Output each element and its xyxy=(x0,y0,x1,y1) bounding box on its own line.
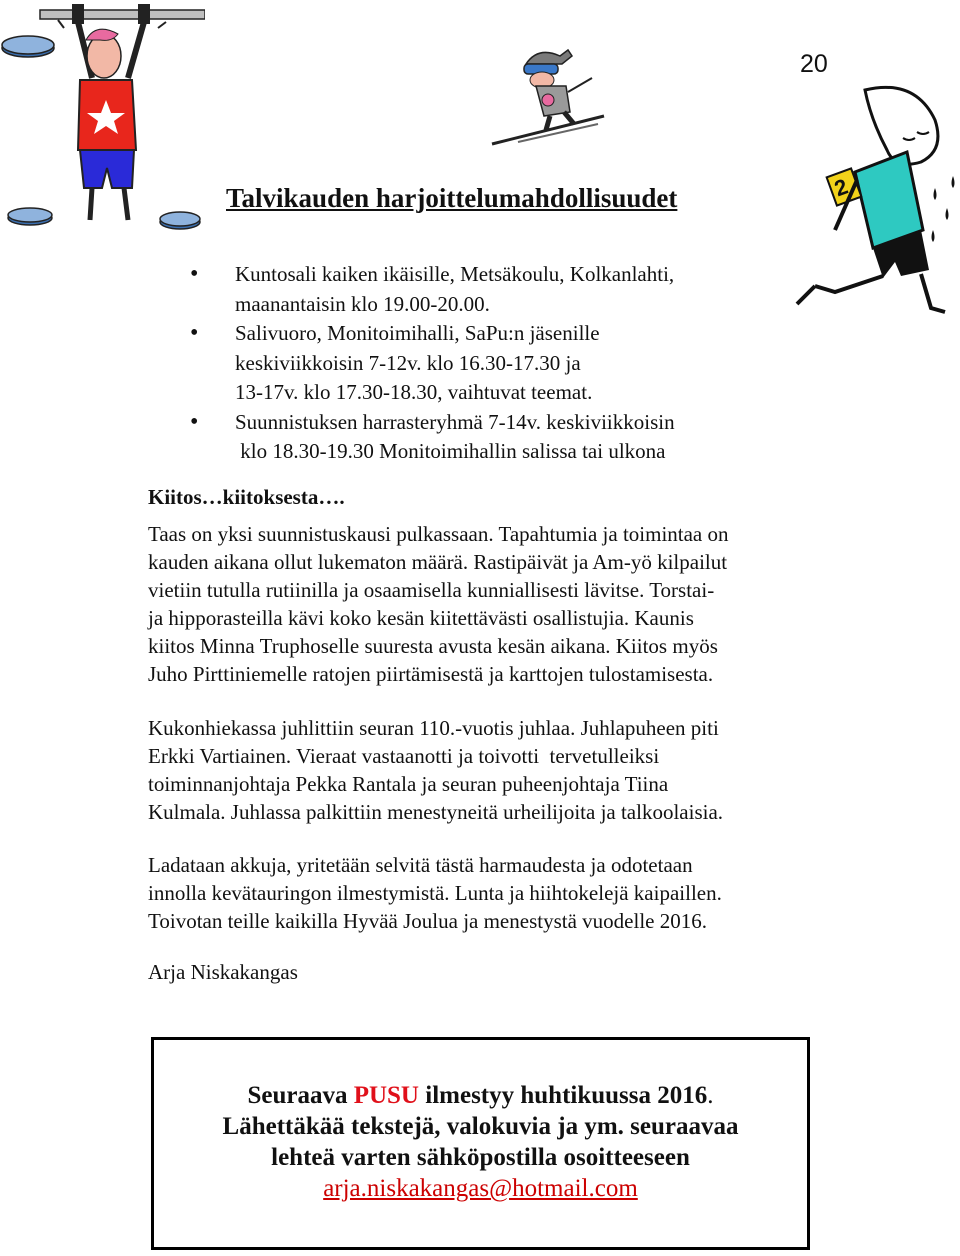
list-item-line: klo 18.30-19.30 Monitoimihallin salissa tai ulkona xyxy=(235,439,666,463)
list-item-line: maanantaisin klo 19.00-20.00. xyxy=(235,291,490,316)
training-list xyxy=(190,260,790,467)
text-line: Kulmala. Juhlassa palkittiin menestyneitä urheilijoita ja talkoolaisia. xyxy=(148,800,724,824)
paragraph-greetings xyxy=(148,851,848,935)
list-item-line: • Kuntosali kaiken ikäisille, Metsäkoulu, Kolkanlahti, xyxy=(235,262,675,286)
list-item-line: • Suunnistuksen harrasteryhmä 7-14v. keskiviikkoisin xyxy=(235,409,675,434)
skier-icon xyxy=(488,42,608,147)
section-heading: Kiitos…kiitoksesta…. xyxy=(148,485,345,509)
notice-line: lehteä varten sähköpostilla osoitteeseen xyxy=(271,1144,690,1171)
page-number: 20 xyxy=(800,50,828,78)
text-line: Toivotan teille kaikilla Hyvää Joulua ja menestystä vuodelle 2016. xyxy=(148,909,707,933)
weightlifter-icon xyxy=(0,0,205,235)
runner-icon xyxy=(795,80,960,315)
notice-line-suffix: ilmestyy huhtikuussa 2016 xyxy=(419,1082,708,1109)
email-link[interactable]: arja.niskakangas@hotmail.com xyxy=(323,1175,638,1202)
author-signature: Arja Niskakangas xyxy=(148,960,298,984)
runner-bib-number: 2 xyxy=(831,173,852,202)
paragraph-season-summary xyxy=(148,520,848,688)
list-item xyxy=(190,408,790,467)
list-item-line: • Salivuoro, Monitoimihalli, SaPu:n jäsenille xyxy=(235,321,600,345)
notice-box xyxy=(151,1037,810,1250)
text-line: innolla kevätauringon ilmestymistä. Lunta ja hiihtokelejä kaipaillen. xyxy=(148,881,722,905)
text-line: Taas on yksi suunnistuskausi pulkassaan. Tapahtumia ja toimintaa on xyxy=(148,522,729,546)
notice-line-end: . xyxy=(707,1082,714,1109)
text-line: Ladataan akkuja, yritetään selvitä tästä harmaudesta ja odotetaan xyxy=(148,853,693,877)
text-line: vietiin tutulla rutiinilla ja osaamisella kunniallisesti lävitse. Torstai- xyxy=(148,578,715,602)
text-line: Juho Pirttiniemelle ratojen piirtämisestä ja karttojen tulostamisesta. xyxy=(148,662,714,686)
list-item xyxy=(190,260,790,319)
text-line: kauden aikana ollut lukematon määrä. Rastipäivät ja Am-yö kilpailut xyxy=(148,550,728,574)
notice-text xyxy=(154,1080,807,1204)
list-item-line: keskiviikkoisin 7-12v. klo 16.30-17.30 ja xyxy=(235,350,581,375)
text-line: toiminnanjohtaja Pekka Rantala ja seuran puheenjohtaja Tiina xyxy=(148,772,669,796)
notice-line: Lähettäkää tekstejä, valokuvia ja ym. seuraavaa xyxy=(222,1113,739,1140)
publication-name: PUSU xyxy=(353,1082,419,1109)
notice-line-prefix: Seuraava xyxy=(247,1082,354,1109)
text-line: ja hipporasteilla kävi koko kesän kiitettävästi osallistujia. Kaunis xyxy=(148,606,694,630)
list-item xyxy=(190,319,790,408)
text-line: kiitos Minna Truphoselle suuresta avusta kesän aikana. Kiitos myös xyxy=(148,634,718,658)
page-title: Talvikauden harjoittelumahdollisuudet xyxy=(226,183,678,213)
paragraph-anniversary xyxy=(148,714,848,826)
text-line: Kukonhiekassa juhlittiin seuran 110.-vuotis juhlaa. Juhlapuheen piti xyxy=(148,716,719,740)
text-line: Erkki Vartiainen. Vieraat vastaanotti ja toivotti tervetulleiksi xyxy=(148,744,660,768)
notice-line xyxy=(154,1080,807,1111)
list-item-line: 13-17v. klo 17.30-18.30, vaihtuvat teemat. xyxy=(235,380,593,404)
notice-line xyxy=(154,1173,807,1204)
